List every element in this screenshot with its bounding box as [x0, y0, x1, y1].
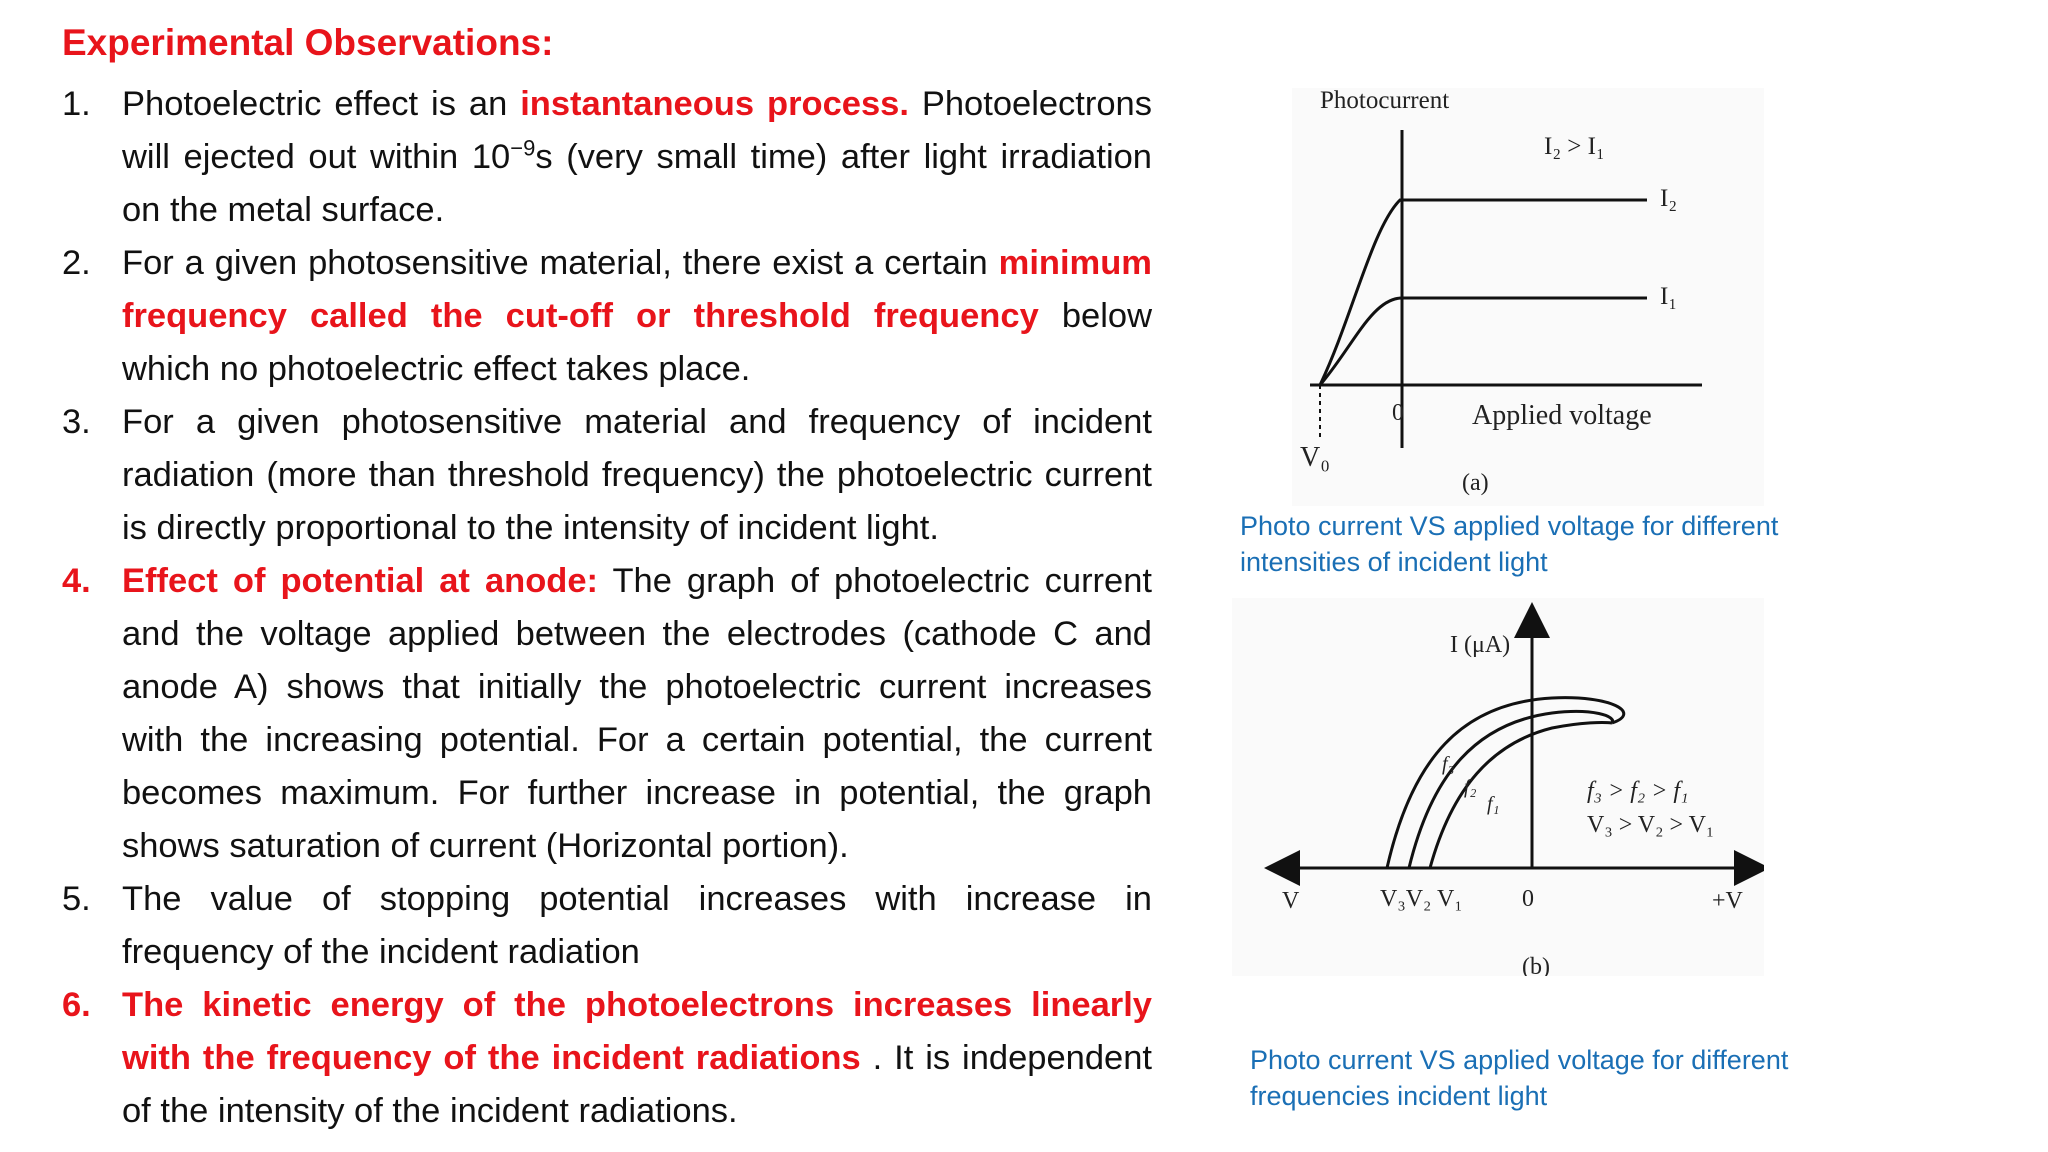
fig-b-curve-f2 — [1409, 711, 1613, 868]
fig-a-relation: I₂ > I₁ — [1544, 133, 1605, 160]
fig-b-label-f3: f₃ — [1442, 753, 1455, 775]
observation-highlight: Effect of potential at anode: — [122, 562, 599, 600]
observation-text: below which no photoelectric effect takes place. — [122, 297, 1152, 388]
observation-number: 5. — [62, 880, 91, 918]
fig-b-right-axis-label: +V — [1712, 888, 1743, 914]
fig-b-label-f1: f₁ — [1487, 793, 1500, 815]
exponent: −9 — [510, 135, 536, 161]
observation-text: . It is independent of the intensity of the incident radiations. — [122, 1039, 1152, 1130]
fig-a-panel-label: (a) — [1462, 470, 1489, 496]
fig-b-panel-label: (b) — [1522, 954, 1550, 976]
fig-b-stopping-labels: V₃V₂ V₁ — [1380, 886, 1463, 912]
figure-a-intensity-graph — [1292, 88, 1764, 506]
fig-b-volt-relation: V₃ > V₂ > V₁ — [1587, 812, 1715, 838]
observation-text: For a given photosensitive material and frequency of incident radiation (more than threshold frequency) the photoelectric current is directly proportional to the intensity of incident light. — [122, 403, 1152, 547]
observation-6 — [62, 979, 1152, 1138]
observation-text: Photoelectric effect is an — [122, 85, 521, 123]
fig-a-curve-i1 — [1320, 298, 1647, 385]
observation-2 — [62, 237, 1152, 396]
observation-number: 6. — [62, 986, 91, 1024]
observation-text: The graph of photoelectric current and the voltage applied between the electrodes (cathode C and anode A) shows that initially the photoelectric current increases with the increasing potential. For a certain potential, the current becomes maximum. For further increase in potential, the graph shows saturation of current (Horizontal portion). — [122, 562, 1153, 865]
fig-b-y-label: I (μA) — [1450, 632, 1511, 658]
figure-a-caption-line1: Photo current VS applied voltage for different — [1240, 511, 1779, 541]
figure-a-caption-line2: intensities of incident light — [1240, 547, 1548, 577]
page-heading: Experimental Observations: — [62, 22, 554, 63]
fig-b-label-f2: f₂ — [1464, 776, 1477, 798]
observation-text: s (very small time) after light irradiation on the metal surface. — [122, 138, 1152, 229]
fig-a-origin: 0 — [1392, 400, 1404, 426]
figure-b-caption-line2: frequencies incident light — [1250, 1081, 1548, 1111]
observation-highlight: minimum frequency called the cut-off or threshold frequency — [122, 244, 1152, 335]
observation-4 — [62, 555, 1152, 873]
fig-a-x-label: Applied voltage — [1472, 400, 1652, 431]
fig-a-label-i2: I₂ — [1660, 185, 1678, 212]
fig-b-freq-relation: f₃ > f₂ > f₁ — [1587, 778, 1689, 804]
fig-a-y-label: Photocurrent — [1320, 88, 1450, 114]
fig-a-stopping-label: V₀ — [1300, 442, 1330, 473]
fig-b-origin: 0 — [1522, 886, 1534, 912]
figure-b-caption-line1: Photo current VS applied voltage for different — [1250, 1045, 1789, 1075]
observation-3 — [62, 396, 1152, 555]
observation-number: 1. — [62, 85, 91, 123]
fig-a-curve-i2 — [1320, 200, 1647, 385]
observation-text: For a given photosensitive material, there exist a certain — [122, 244, 999, 282]
observation-number: 3. — [62, 403, 91, 441]
figure-a-caption — [1240, 508, 1778, 580]
observation-number: 4. — [62, 562, 91, 600]
figure-b-caption — [1250, 1042, 1788, 1114]
observation-highlight: instantaneous process. — [520, 85, 909, 123]
fig-b-left-axis-label: V — [1282, 888, 1300, 914]
figure-b-frequency-graph — [1232, 598, 1764, 976]
observation-text: Photoelectrons will ejected out within 10 — [122, 85, 1152, 176]
observation-number: 2. — [62, 244, 91, 282]
fig-b-curve-f1 — [1430, 723, 1612, 868]
observation-5 — [62, 873, 1152, 979]
fig-a-label-i1: I₁ — [1660, 283, 1678, 310]
observation-1 — [62, 78, 1152, 237]
observation-highlight: The kinetic energy of the photoelectrons increases linearly with the frequency of the incident radiations — [122, 986, 1152, 1077]
observations-list — [62, 78, 1152, 1138]
observation-text: The value of stopping potential increases with increase in frequency of the incident radiation — [122, 880, 1152, 971]
